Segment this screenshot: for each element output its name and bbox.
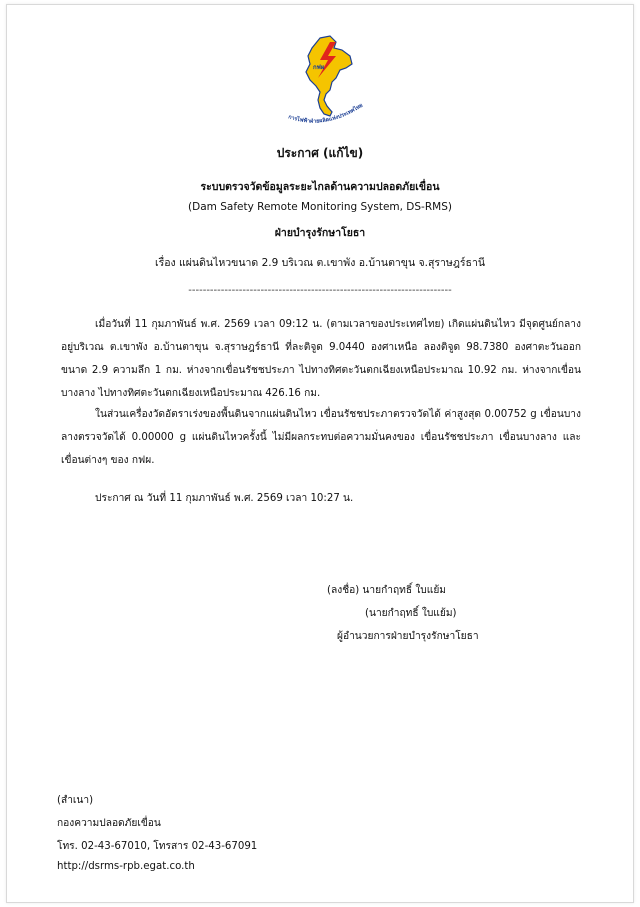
office-name: กองความปลอดภัยเขื่อน — [57, 818, 161, 829]
signatory-title: ผู้อำนวยการฝ่ายบำรุงรักษาโยธา — [337, 631, 479, 642]
signatory-name: (นายกำฤทธิ์ ใบแย้ม) — [365, 608, 457, 619]
logo-initials: กฟผ — [313, 64, 325, 71]
body-paragraph-1 — [61, 313, 581, 405]
announcement-date: ประกาศ ณ วันที่ 11 กุมภาพันธ์ พ.ศ. 2569 เวลา 10:27 น. — [95, 493, 354, 504]
department-name: ฝ่ายบำรุงรักษาโยธา — [274, 227, 366, 239]
paragraph-2-text: ในส่วนเครื่องวัดอัตราเร่งของพื้นดินจากแผ่นดินไหว เขื่อนรัชชประภาตรวจวัดได้ ค่าสูงสุด 0.00752 g เขื่อนบางลางตรวจวัดได้ 0.00000 g แผ่นดินไหวครั้งนี้ ไม่มีผลกระทบต่อความมั่นคงของ เขื่อนรัชชประภา เขื่อนบางลาง และเขื่อนต่างๆ ของ กฟผ. — [61, 409, 581, 466]
signature-line: (ลงชื่อ) นายกำฤทธิ์ ใบแย้ม — [327, 585, 447, 596]
copy-label: (สำเนา) — [57, 795, 94, 806]
logo-org-name: การไฟฟ้าฝ่ายผลิตแห่งประเทศไทย — [287, 102, 365, 124]
subject-line: เรื่อง แผ่นดินไหวขนาด 2.9 บริเวณ ต.เขาพัง อ.บ้านตาขุน จ.สุราษฎร์ธานี — [154, 257, 486, 269]
contact-info: โทร. 02-43-67010, โทรสาร 02-43-67091 — [57, 841, 258, 852]
separator-line: ------------------------------------------------------------------------- — [188, 285, 452, 296]
egat-logo-icon — [280, 34, 372, 124]
website-url: http://dsrms-rpb.egat.co.th — [57, 861, 195, 872]
body-paragraph-2 — [61, 403, 581, 472]
page-title: ประกาศ (แก้ไข) — [276, 146, 364, 160]
paragraph-1-text: เมื่อวันที่ 11 กุมภาพันธ์ พ.ศ. 2569 เวลา 09:12 น. (ตามเวลาของประเทศไทย) เกิดแผ่นดินไหว มีจุดศูนย์กลางอยู่บริเวณ ต.เขาพัง อ.บ้านตาขุน จ.สุราษฎร์ธานี ที่ละติจูด 9.0440 องศาเหนือ ลองติจูด 98.7380 องศาตะวันออก ขนาด 2.9 ความลึก 1 กม. ห่างจากเขื่อนรัชชประภา ไปทางทิศตะวันตกเฉียงเหนือประมาณ 10.92 กม. ห่างจากเขื่อนบางลาง ไปทางทิศตะวันตกเฉียงเหนือประมาณ 426.16 กม. — [61, 319, 581, 399]
system-name-thai: ระบบตรวจวัดข้อมูลระยะไกลด้านความปลอดภัยเขื่อน — [200, 181, 440, 193]
system-name-english: (Dam Safety Remote Monitoring System, DS-RMS) — [188, 201, 452, 213]
